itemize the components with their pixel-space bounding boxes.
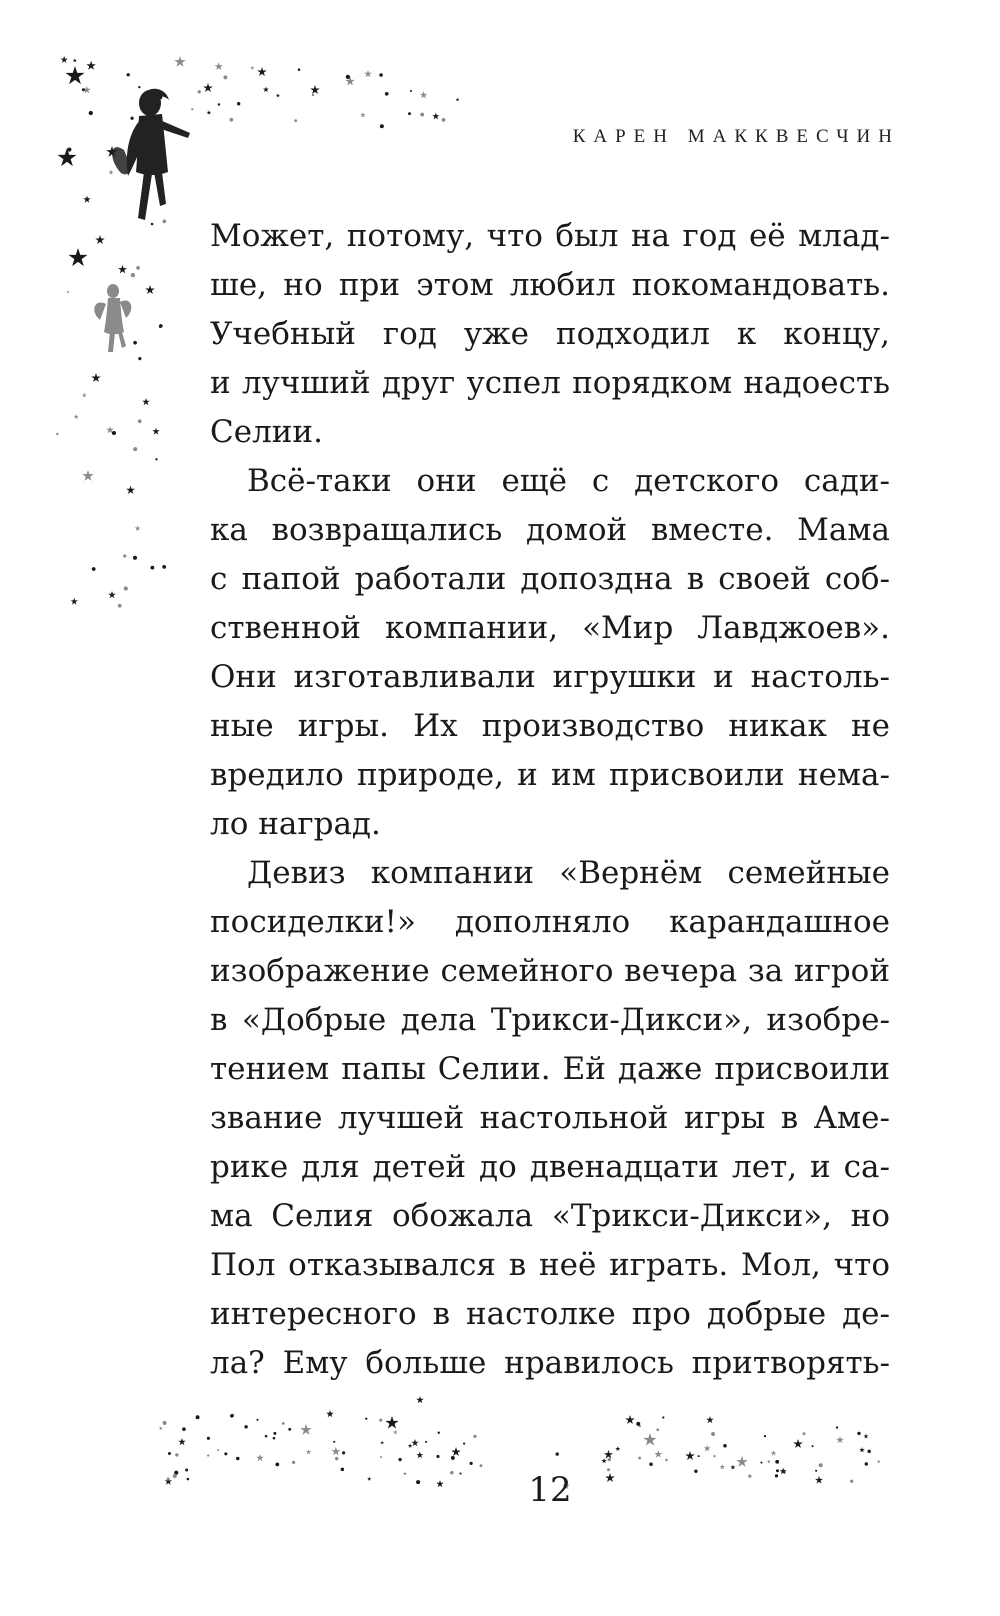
sparkle-dot: [138, 86, 140, 88]
star-icon: [118, 265, 127, 274]
star-icon: [625, 1415, 635, 1424]
star-icon: [730, 1465, 735, 1470]
sparkle-dot: [207, 1454, 209, 1456]
text-line: ла? Ему больше нравилось притворять-: [210, 1345, 890, 1381]
sparkle-dot: [282, 1422, 285, 1425]
sparkle-dot: [89, 111, 93, 115]
sparkle-dot: [380, 124, 384, 128]
star-icon: [420, 91, 428, 98]
star-icon: [178, 1438, 186, 1445]
text-line: ные игры. Их производство никак не: [210, 708, 890, 744]
text-line: посиделки!» дополняло карандашное: [210, 904, 890, 940]
sparkle-dot: [436, 1455, 439, 1458]
star-icon: [95, 235, 105, 244]
text-line: Может, потому, что был на год её млад-: [210, 218, 890, 254]
sparkle-dot: [608, 1458, 611, 1461]
star-icon: [68, 248, 87, 266]
star-icon: [86, 61, 95, 70]
sparkle-dot: [649, 1462, 652, 1465]
sparkle-dot: [223, 75, 227, 79]
sparkle-dot: [155, 458, 157, 460]
sparkle-dot: [420, 113, 424, 117]
sparkle-dot: [162, 1421, 166, 1425]
star-icon: [836, 1436, 844, 1443]
sparkle-dot: [425, 1441, 427, 1443]
sparkle-dot: [776, 1469, 779, 1472]
sparkle-dot: [167, 1477, 170, 1480]
sparkle-dot: [133, 341, 137, 345]
star-icon: [416, 1452, 423, 1459]
sparkle-dot: [408, 112, 411, 115]
sparkle-dot: [130, 117, 133, 120]
star-icon: [416, 1396, 424, 1403]
sparkle-dot: [723, 1444, 727, 1448]
sparkle-dot: [191, 108, 193, 110]
sparkle-dot: [803, 1432, 806, 1435]
sparkle-dot: [877, 1460, 879, 1462]
sparkle-dot: [819, 1463, 823, 1467]
star-icon: [57, 148, 76, 166]
sparkle-dot: [256, 1419, 258, 1421]
sparkle-dot: [385, 92, 389, 96]
running-head-author: КАРЕН МАККВЕСЧИН: [572, 126, 900, 147]
star-icon: [207, 110, 212, 114]
star-icon: [863, 1434, 868, 1439]
sparkle-dot: [698, 1455, 700, 1457]
sparkle-dot: [298, 68, 301, 71]
paragraph: [210, 457, 890, 849]
sparkle-dot: [217, 1449, 219, 1451]
sparkle-dot: [294, 119, 297, 122]
text-line: ло наград.: [210, 806, 381, 842]
sparkle-dot: [273, 1437, 276, 1440]
sparkle-dot: [275, 1463, 279, 1467]
sparkle-dot: [292, 1461, 295, 1464]
sparkle-dot: [812, 1445, 814, 1447]
sparkle-dot: [775, 1474, 778, 1477]
sparkle-dot: [150, 566, 154, 570]
text-line: звание лучшей настольной игры в Аме-: [210, 1100, 890, 1136]
sparkle-dot: [662, 1416, 664, 1418]
star-icon: [815, 1476, 823, 1484]
star-icon: [215, 62, 223, 70]
star-icon: [159, 1426, 163, 1430]
sparkle-dot: [748, 1475, 751, 1478]
sparkle-dot: [451, 1456, 455, 1460]
sparkle-dot: [815, 1470, 817, 1472]
star-icon: [61, 56, 68, 63]
star-icon: [152, 428, 159, 435]
body-text: [210, 212, 890, 1388]
sparkle-dot: [638, 1457, 641, 1460]
sparkle-dot: [850, 1480, 853, 1483]
text-line: рике для детей до двенадцати лет, и са-: [210, 1149, 890, 1185]
star-icon: [432, 113, 439, 120]
sparkle-dot: [463, 1443, 465, 1445]
sparkle-dot: [207, 1437, 210, 1440]
sparkle-dot: [775, 1460, 779, 1464]
star-icon: [859, 1447, 865, 1452]
star-icon: [276, 93, 280, 97]
sparkle-dot: [857, 1432, 860, 1435]
sparkle-dot: [556, 1452, 559, 1455]
star-icon: [411, 1439, 418, 1446]
sparkle-dot: [185, 1469, 188, 1472]
sparkle-dot: [218, 103, 220, 105]
sparkle-dot: [198, 90, 201, 93]
sparkle-dot: [288, 1428, 291, 1431]
star-icon: [108, 170, 113, 175]
text-line: в «Добрые дела Трикси-Дикси», изобре-: [210, 1002, 890, 1038]
fairy-silhouette-icon: [112, 89, 190, 220]
star-icon: [719, 1464, 725, 1469]
text-line: Учебный год уже подходил к концу,: [210, 316, 890, 352]
star-icon: [306, 1449, 311, 1454]
star-icon: [250, 66, 254, 70]
sparkle-dot: [480, 1464, 483, 1467]
sparkle-dot: [67, 147, 71, 151]
sparkle-dot: [470, 1462, 473, 1465]
sparkle-dot: [82, 88, 85, 91]
sparkle-dot: [760, 1462, 762, 1464]
sparkle-dot: [711, 1432, 715, 1436]
sparkle-dot: [380, 1456, 382, 1458]
text-line: Они изготавливали игрушки и настоль-: [210, 659, 890, 695]
star-icon: [615, 1446, 620, 1451]
sparkle-dot: [159, 325, 162, 328]
star-icon: [135, 525, 141, 530]
star-icon: [73, 58, 77, 62]
sparkle-dot: [112, 431, 116, 435]
star-icon: [65, 66, 84, 84]
sparkle-dot: [636, 1422, 640, 1426]
sparkle-dot: [312, 94, 314, 96]
star-icon: [706, 1416, 714, 1423]
text-line: ка возвращались домой вместе. Мама: [210, 512, 890, 548]
star-icon: [704, 1445, 711, 1452]
star-icon: [126, 486, 135, 494]
text-line: изображение семейного вечера за игрой: [210, 953, 890, 989]
sparkle-dot: [665, 1459, 668, 1462]
star-icon: [736, 1456, 747, 1467]
sparkle-dot: [346, 75, 350, 79]
sparkle-dot: [187, 1478, 190, 1481]
sparkle-dot: [438, 1432, 440, 1434]
sparkle-dot: [341, 1468, 344, 1471]
sparkle-dot: [168, 1452, 171, 1455]
sparkle-dot: [230, 118, 234, 122]
star-icon: [456, 98, 460, 102]
sparkle-dot: [459, 1473, 461, 1475]
small-fairy-icon: [94, 284, 131, 352]
sparkle-dot: [473, 1435, 476, 1438]
sparkle-dot: [656, 1428, 659, 1431]
paragraph: [210, 849, 890, 1388]
sparkle-dot: [133, 447, 137, 451]
text-line: ственной компании, «Мир Лавджоев».: [210, 610, 890, 646]
sparkle-dot: [379, 73, 383, 77]
sparkle-dot: [175, 1453, 178, 1456]
sparkle-dot: [92, 567, 96, 571]
text-line: Селии.: [210, 414, 323, 450]
sparkle-dot: [224, 1452, 227, 1455]
star-icon: [601, 1458, 606, 1463]
text-line: интересного в настолке про добрые де-: [210, 1296, 890, 1332]
star-icon: [257, 67, 267, 76]
sparkle-dot: [237, 102, 240, 105]
star-icon: [393, 1430, 398, 1434]
text-line: и лучший друг успел порядком надоесть: [210, 365, 890, 401]
star-icon: [451, 1447, 461, 1456]
star-icon: [654, 1450, 662, 1457]
star-icon: [142, 398, 150, 405]
text-line: ше, но при этом любил покомандовать.: [210, 267, 890, 303]
sparkle-dot: [694, 1470, 697, 1473]
sparkle-dot: [365, 1418, 367, 1420]
sparkle-dot: [607, 1468, 610, 1471]
sparkle-dot: [398, 1458, 401, 1461]
sparkle-dot: [196, 1415, 200, 1419]
star-icon: [91, 373, 101, 382]
text-line: Пол отказывался в неё играть. Мол, что: [210, 1247, 890, 1283]
star-icon: [256, 1454, 264, 1461]
sparkle-dot: [136, 266, 140, 270]
star-icon: [145, 285, 155, 294]
sparkle-dot: [131, 273, 135, 277]
star-icon: [310, 85, 320, 94]
star-icon: [108, 591, 116, 598]
sparkle-dot: [442, 118, 446, 122]
sparkle-dot: [162, 565, 166, 569]
sparkle-dot: [182, 1427, 186, 1431]
star-icon: [436, 1480, 444, 1487]
star-icon: [385, 1416, 398, 1429]
text-line: ма Селия обожала «Трикси-Дикси», но: [210, 1198, 890, 1234]
star-icon: [643, 1433, 656, 1446]
sparkle-dot: [123, 554, 126, 557]
star-icon: [300, 1424, 311, 1435]
sparkle-dot: [138, 357, 141, 360]
star-icon: [331, 1447, 340, 1455]
sparkle-dot: [865, 1462, 868, 1465]
sparkle-dot: [118, 604, 122, 608]
star-icon: [71, 598, 78, 605]
sparkle-dot: [67, 291, 69, 293]
sparkle-dot: [450, 1471, 453, 1474]
text-line: Девиз компании «Вернём семейные: [247, 855, 890, 891]
star-icon: [326, 1410, 334, 1417]
star-icon: [364, 70, 372, 77]
sparkle-dot: [333, 1441, 335, 1443]
star-icon: [604, 1450, 613, 1459]
sparkle-dot: [265, 1435, 268, 1438]
star-icon: [403, 1472, 407, 1476]
sparkle-dot: [342, 1451, 345, 1454]
star-icon: [793, 1439, 803, 1448]
star-icon: [203, 83, 213, 92]
sparkle-dot: [244, 1425, 247, 1428]
paragraph: [210, 212, 890, 457]
sparkle-dot: [236, 1457, 239, 1460]
sparkle-dot: [230, 1414, 233, 1417]
star-icon: [380, 1441, 384, 1445]
text-line: тением папы Селии. Ей даже присвоили: [210, 1051, 890, 1087]
star-icon: [360, 112, 366, 117]
star-icon: [82, 470, 93, 481]
sparkle-dot: [768, 1460, 770, 1462]
sparkle-dot: [56, 433, 58, 435]
sparkle-dot: [151, 223, 154, 226]
star-icon: [174, 56, 185, 67]
star-icon: [83, 196, 91, 203]
sparkle-dot: [133, 556, 137, 560]
star-icon: [263, 87, 269, 93]
sparkle-dot: [836, 1426, 838, 1428]
star-icon: [408, 1443, 413, 1447]
star-icon: [605, 1473, 615, 1482]
sparkle-dot: [410, 90, 412, 92]
text-line: вредило природе, и им присвоили нема-: [210, 757, 890, 793]
page-number: 12: [528, 1470, 572, 1510]
star-icon: [771, 1450, 777, 1455]
sparkle-dot: [173, 1474, 177, 1478]
sparkle-dot: [127, 73, 130, 76]
star-icon: [367, 1477, 371, 1481]
sparkle-dot: [713, 1455, 715, 1457]
text-line: с папой работали допоздна в своей соб-: [210, 561, 890, 597]
sparkle-dot: [379, 1419, 382, 1422]
sparkle-dot: [163, 220, 167, 224]
sparkle-dot: [138, 419, 142, 423]
sparkle-dot: [124, 586, 128, 590]
sparkle-dot: [335, 1457, 338, 1460]
sparkle-dot: [273, 1432, 276, 1435]
star-icon: [74, 414, 79, 419]
star-icon: [685, 1451, 695, 1460]
text-line: Всё-таки они ещё с детского сади-: [247, 463, 890, 499]
sparkle-dot: [416, 1480, 420, 1484]
sparkle-dot: [867, 1450, 870, 1453]
sparkle-dot: [764, 1435, 766, 1437]
star-icon: [82, 393, 87, 398]
